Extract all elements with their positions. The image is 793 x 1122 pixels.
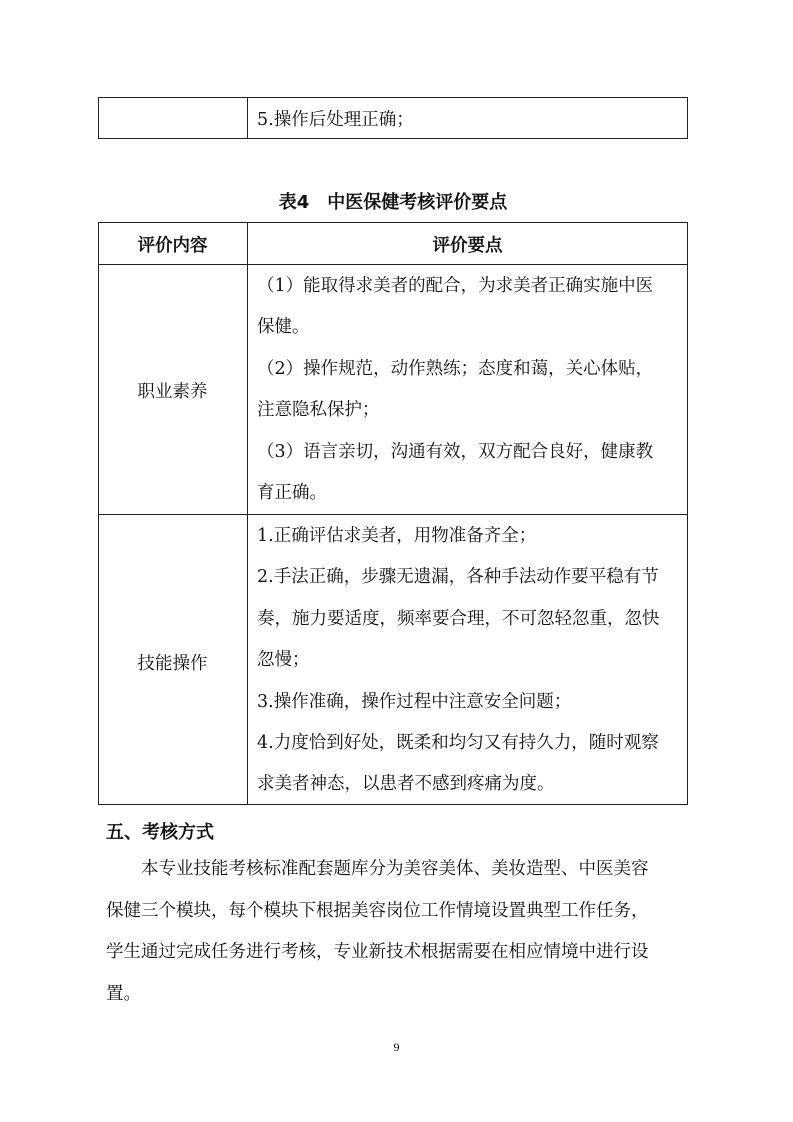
point-line: 3.操作准确，操作过程中注意安全问题； — [257, 691, 572, 712]
row-points-professionalism — [257, 266, 653, 514]
table-title: 表4 中医保健考核评价要点 — [278, 192, 508, 213]
paragraph-line: 学生通过完成任务进行考核，专业新技术根据需要在相应情境中进行设 — [106, 942, 649, 963]
point-line: （2）操作规范，动作熟练；态度和蔼，关心体贴， — [257, 358, 654, 379]
paragraph-line: 保健三个模块，每个模块下根据美容岗位工作情境设置典型工作任务， — [106, 900, 649, 921]
paragraph-line: 本专业技能考核标准配套题库分为美容美体、美妆造型、中医美容 — [141, 859, 649, 879]
paragraph-line: 置。 — [106, 984, 141, 1005]
page-number: 9 — [393, 1040, 400, 1054]
previous-table-divider — [247, 97, 248, 139]
point-line: 求美者神态，以患者不感到疼痛为度。 — [257, 774, 555, 795]
row-category-skill-operation: 技能操作 — [137, 654, 208, 674]
point-line: 奏，施力要适度，频率要合理，不可忽轻忽重，忽快 — [257, 608, 660, 629]
section-paragraph — [106, 849, 649, 1016]
point-line: （1）能取得求美者的配合，为求美者正确实施中医 — [257, 276, 654, 296]
point-line: 注意隐私保护； — [257, 400, 380, 421]
point-line: 2.手法正确，步骤无遗漏，各种手法动作要平稳有节 — [257, 567, 659, 588]
table-header-content: 评价内容 — [137, 236, 208, 256]
row-category-professionalism: 职业素养 — [137, 382, 208, 402]
section-heading: 五、考核方式 — [106, 822, 214, 843]
table-header-points: 评价要点 — [432, 236, 503, 256]
point-line: 保健。 — [257, 317, 310, 338]
previous-table-cell: 5.操作后处理正确； — [257, 110, 414, 130]
point-line: （3）语言亲切，沟通有效，双方配合良好，健康教 — [257, 441, 654, 462]
row-points-skill-operation — [257, 516, 660, 806]
point-line: 4.力度恰到好处，既柔和均匀又有持久力，随时观察 — [257, 732, 659, 753]
point-line: 育正确。 — [257, 482, 327, 503]
table-header-divider — [98, 264, 688, 265]
point-line: 1.正确评估求美者，用物准备齐全； — [257, 526, 537, 546]
point-line: 忽慢； — [257, 650, 310, 671]
